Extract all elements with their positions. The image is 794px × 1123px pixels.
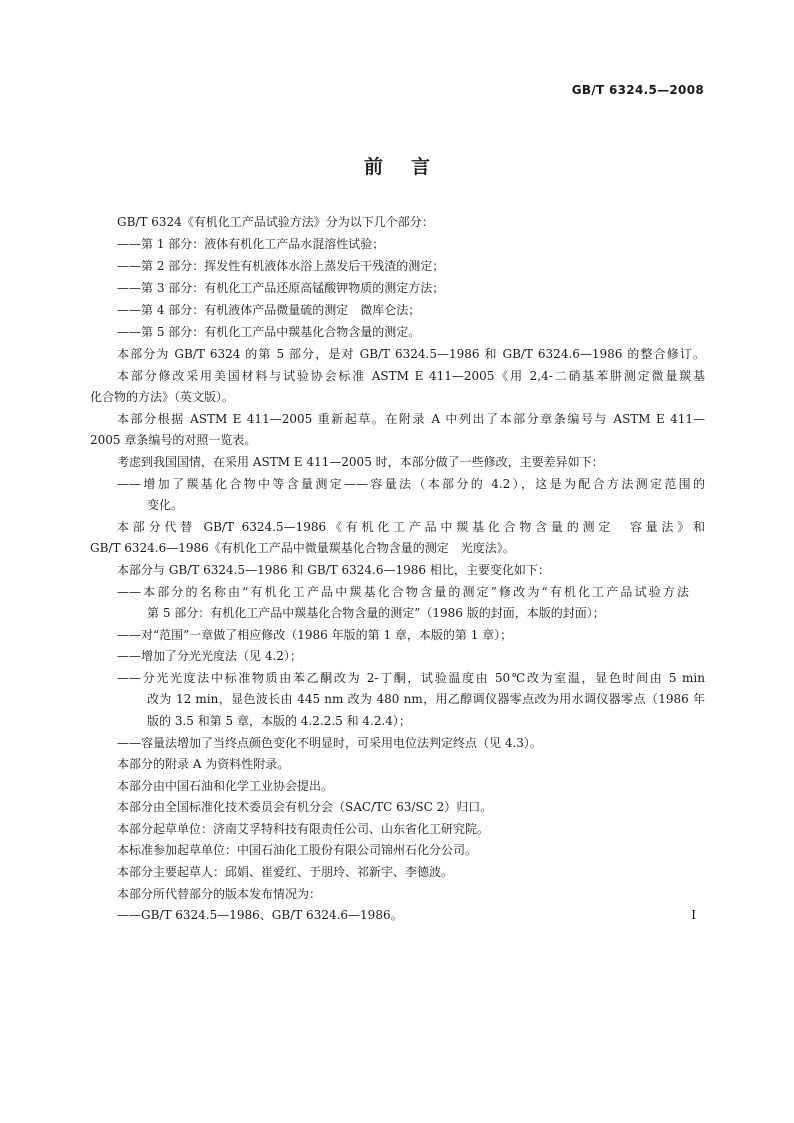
body-line: ——GB/T 6324.5—1986、GB/T 6324.6—1986。 (117, 908, 403, 922)
body-line: ——第 1 部分：液体有机化工产品水混溶性试验； (117, 237, 385, 251)
body-line: GB/T 6324.6—1986《有机化工产品中微量羰基化合物含量的测定 光度法》。 (90, 541, 515, 555)
standard-code: GB/T 6324.5—2008 (571, 83, 704, 97)
body-line: ——第 2 部分：挥发性有机液体水浴上蒸发后干残渣的测定； (117, 259, 445, 273)
body-line: 本标准参加起草单位：中国石油化工股份有限公司锦州石化分公司。 (117, 843, 478, 857)
body-line: 本部分由全国标准化技术委员会有机分会（SAC/TC 63/SC 2）归口。 (117, 800, 493, 814)
body-line: 本部分为 GB/T 6324 的第 5 部分，是对 GB/T 6324.5—1986 和 GB/T 6324.6—1986 的整合修订。 (117, 347, 705, 361)
body-line: ——分光光度法中标准物质由苯乙酮改为 2-丁酮，试验温度由 50℃改为室温，显色时间由 5 min (117, 671, 705, 685)
body-line: ——容量法增加了当终点颜色变化不明显时，可采用电位法判定终点（见 4.3）。 (117, 736, 542, 750)
body-line: 版的 3.5 和第 5 章，本版的 4.2.2.5 和 4.2.4）； (147, 714, 411, 728)
body-line: 第 5 部分：有机化工产品中羰基化合物含量的测定”（1986 版的封面，本版的封面）； (147, 606, 605, 620)
body-line: 2005 章条编号的对照一览表。 (90, 433, 257, 447)
body-line: 考虑到我国国情，在采用 ASTM E 411—2005 时，本部分做了一些修改，主要差异如下： (117, 455, 604, 469)
body-line: 本部分起草单位：济南艾孚特科技有限责任公司、山东省化工研究院。 (117, 822, 490, 836)
page-number: I (691, 908, 696, 922)
body-line: 变化。 (147, 498, 184, 512)
body-line: 本部分代替 GB/T 6324.5—1986《有机化工产品中羰基化合物含量的测定 容量法》和 (117, 520, 705, 534)
body-line: 本部分的附录 A 为资料性附录。 (117, 757, 290, 771)
body-line: 改为 12 min，显色波长由 445 nm 改为 480 nm，用乙醇调仪器零点改为用水调仪器零点（1986 年 (147, 692, 705, 706)
body-line: 本部分主要起草人：邱娟、崔爱红、于朋玲、祁新宇、李德波。 (117, 865, 454, 879)
body-line: 本部分由中国石油和化学工业协会提出。 (117, 779, 334, 793)
body-line: GB/T 6324《有机化工产品试验方法》分为以下几个部分： (117, 215, 434, 229)
body-line: ——增加了分光光度法（见 4.2）； (117, 649, 302, 663)
body-line: ——第 3 部分：有机化工产品还原高锰酸钾物质的测定方法； (117, 281, 445, 295)
body-line: 本部分所代替部分的版本发布情况为： (117, 887, 322, 901)
body-line: 本部分与 GB/T 6324.5—1986 和 GB/T 6324.6—1986 相比，主要变化如下： (117, 563, 550, 577)
page-title: 前言 (363, 156, 458, 178)
body-line: ——增加了羰基化合物中等含量测定——容量法（本部分的 4.2），这是为配合方法测定范围的 (117, 477, 705, 491)
body-line: ——对“范围”一章做了相应修改（1986 年版的第 1 章，本版的第 1 章）； (117, 628, 513, 642)
body-line: 化合物的方法》（英文版）。 (90, 390, 235, 404)
body-line: ——本部分的名称由“有机化工产品中羰基化合物含量的测定”修改为“有机化工产品试验方法 (117, 585, 689, 599)
body-line: 本部分修改采用美国材料与试验协会标准 ASTM E 411—2005《用 2,4-二硝基苯肼测定微量羰基 (117, 369, 705, 383)
body-line: 本部分根据 ASTM E 411—2005 重新起草。在附录 A 中列出了本部分章条编号与 ASTM E 411— (117, 412, 705, 426)
body-line: ——第 4 部分：有机液体产品微量硫的测定 微库仑法； (117, 303, 421, 317)
body-line: ——第 5 部分：有机化工产品中羰基化合物含量的测定。 (117, 325, 421, 339)
